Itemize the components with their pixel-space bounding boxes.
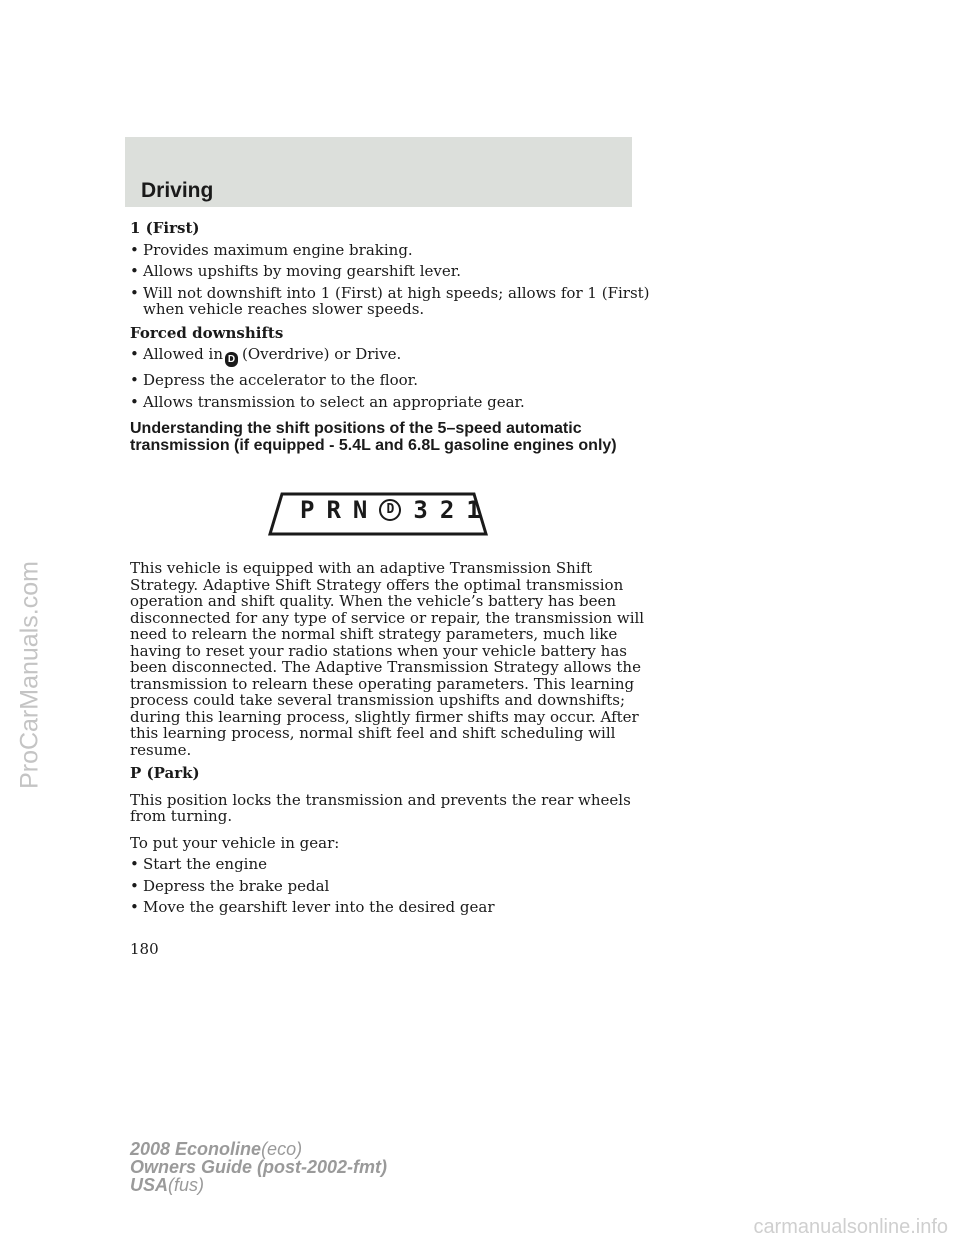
gear-letters [300,496,481,524]
overdrive-icon: D [225,352,238,367]
section-title: Driving [141,179,214,202]
list-item: • Allows transmission to select an appropriate gear. [130,392,525,411]
list-item: • Start the engine [130,855,268,873]
gear-1: 1 [466,496,481,524]
park-heading: P (Park) [130,764,200,782]
gear-3: 3 [413,496,428,524]
page-content [130,220,650,916]
gear-overdrive: D [379,499,401,521]
gear-2: 2 [439,496,455,524]
first-gear-heading: 1 (First) [130,219,200,237]
section-header [125,137,632,207]
gear-shift-indicator [268,492,488,536]
page-number: 180 [130,940,159,958]
list-item: • Will not downshift into 1 (First) at high speeds; allows for 1 (First) when vehicle reaches slower speeds. [130,283,650,318]
bottom-watermark: carmanualsonline.info [753,1216,948,1238]
park-intro: To put your vehicle in gear: [130,833,340,852]
list-item: • Depress the accelerator to the floor. [130,371,418,389]
gear-r: R [326,496,341,524]
list-item: • Allowed in D (Overdrive) or Drive. [130,345,402,365]
gear-p: P [300,496,315,524]
adaptive-strategy-paragraph: This vehicle is equipped with an adaptive Transmission Shift Strategy. Adaptive Shift Strategy offers the optimal transmission operation and shift quality. When the vehicle’s battery has been disconnected for any type of service or repair, the transmission will need to relearn the normal shift strategy parameters, much like having to reset your radio stations when your vehicle battery has been disconnected. The Adaptive Transmission Strategy allows the transmission to relearn these operating parameters. This learning process could take several transmission upshifts and downshifts; during this learning process, slightly firmer shifts may occur. After this learning process, normal shift feel and shift scheduling will resume. [130,559,645,759]
park-text: This position locks the transmission and prevents the rear wheels from turning. [130,790,631,825]
list-item: • Provides maximum engine braking. [130,240,413,259]
forced-downshifts-heading: Forced downshifts [130,323,284,342]
five-speed-heading: Understanding the shift positions of the 5–speed automatic transmission (if equipped - 5.4L and 6.8L gasoline engines only) [130,420,617,454]
list-item: • Allows upshifts by moving gearshift lever. [130,262,462,280]
list-item: • Move the gearshift lever into the desired gear [130,898,495,916]
list-item: • Depress the brake pedal [130,876,330,895]
gear-n: N [352,496,368,524]
document-footer: 2008 Econoline(eco) Owners Guide (post-2002-fmt) USA(fus) [130,1139,388,1195]
side-watermark: ProCarManuals.com [15,561,44,789]
